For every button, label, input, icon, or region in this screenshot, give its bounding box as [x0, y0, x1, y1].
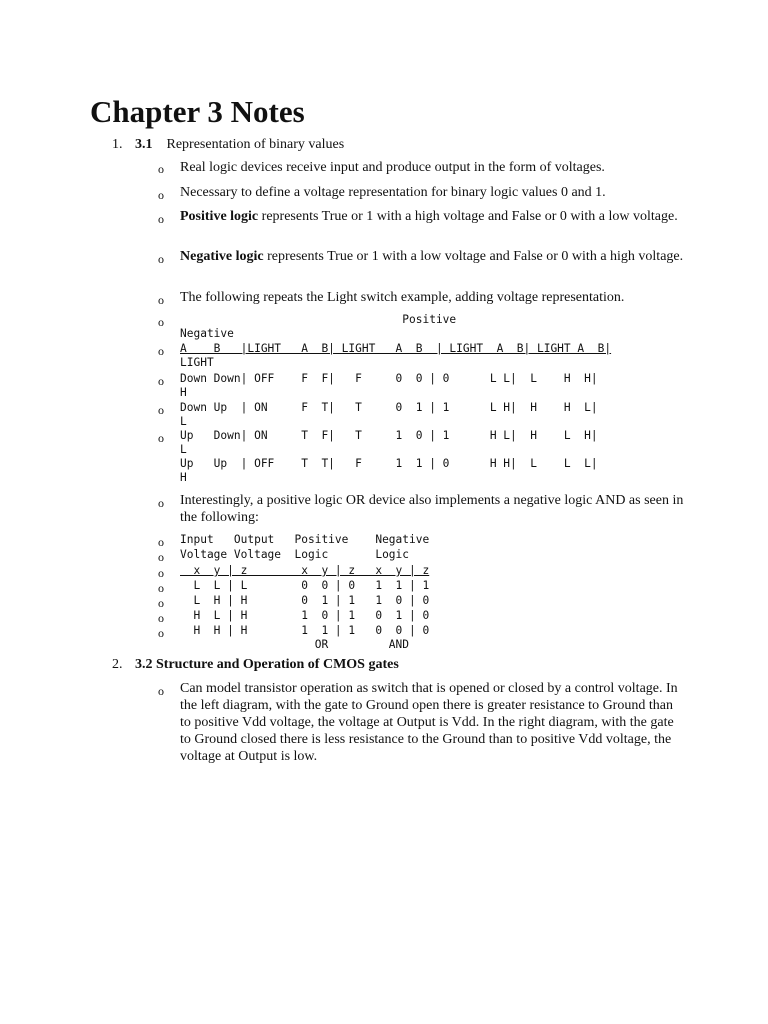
bullet-text: The following repeats the Light switch example, adding voltage representation. — [180, 290, 625, 305]
table-row: L L | L 0 0 | 0 1 1 | 1 — [180, 579, 430, 592]
bullet-marker: o — [158, 374, 164, 388]
table-row-wrap: H — [180, 386, 187, 399]
bullet-marker: o — [158, 596, 164, 610]
or-and-table-header: Input Output Positive Negative — [180, 533, 430, 546]
term-definition: represents True or 1 with a high voltage and False or 0 with a low voltage. — [258, 209, 678, 224]
light-table-column-header-wrap: LIGHT — [180, 356, 214, 369]
bullet-marker: o — [158, 315, 164, 329]
or-and-table-columns: x y | z x y | z x y | z — [180, 564, 430, 577]
bullet-text: Real logic devices receive input and produce output in the form of voltages. — [180, 160, 605, 175]
table-row: Down Down| OFF F F| F 0 0 | 0 L L| L H H| — [180, 372, 598, 385]
section-title: 3.2 Structure and Operation of CMOS gates — [135, 657, 399, 672]
light-table-column-header: A B |LIGHT A B| LIGHT A B | LIGHT A B| LIGHT A B| — [180, 342, 612, 355]
bullet-text — [180, 208, 690, 225]
bullet-marker: o — [158, 293, 164, 307]
table-row: L H | H 0 1 | 1 1 0 | 0 — [180, 594, 430, 607]
section-id: 3.1 — [135, 137, 153, 152]
bullet-marker: o — [158, 162, 164, 176]
bullet-marker: o — [158, 431, 164, 445]
bullet-marker: o — [158, 535, 164, 549]
page-title: Chapter 3 Notes — [90, 94, 305, 129]
bullet-marker: o — [158, 188, 164, 202]
bullet-text: Interestingly, a positive logic OR device also implements a negative logic AND as seen in the following: — [180, 493, 684, 525]
or-and-table-footer: OR AND — [180, 638, 410, 651]
table-row: Up Up | OFF T T| F 1 1 | 0 H H| L L L| — [180, 457, 598, 470]
section-heading — [135, 657, 399, 673]
bullet-marker: o — [158, 684, 164, 698]
table-row: H H | H 1 1 | 1 0 0 | 0 — [180, 624, 430, 637]
bullet-marker: o — [158, 496, 164, 510]
bullet-marker: o — [158, 252, 164, 266]
table-row: H L | H 1 0 | 1 0 1 | 0 — [180, 609, 430, 622]
bullet-text: Can model transistor operation as switch that is opened or closed by a control voltage. In the left diagram, with the gate to Ground open there is greater resistance to Ground than to positive Vdd voltage, the voltage at Output is Vdd. In the right diagram, with the gate to Ground closed there is less resistance to the Ground than to positive Vdd voltage, the voltage at Output is low. — [180, 681, 678, 764]
section-number: 1. — [112, 137, 123, 152]
term-positive-logic: Positive logic — [180, 209, 259, 224]
bullet-text — [180, 248, 690, 265]
bullet-marker: o — [158, 403, 164, 417]
table-row: Up Down| ON T F| T 1 0 | 1 H L| H L H| — [180, 429, 598, 442]
term-definition: represents True or 1 with a low voltage and False or 0 with a high voltage. — [263, 249, 684, 264]
table-row-wrap: L — [180, 443, 187, 456]
bullet-marker: o — [158, 550, 164, 564]
bullet-marker: o — [158, 344, 164, 358]
term-negative-logic: Negative logic — [180, 249, 264, 264]
bullet-marker: o — [158, 581, 164, 595]
light-table-group-header-wrap: Negative — [180, 327, 234, 340]
bullet-text: Necessary to define a voltage representation for binary logic values 0 and 1. — [180, 185, 606, 200]
bullet-marker: o — [158, 611, 164, 625]
or-and-table-header: Voltage Voltage Logic Logic — [180, 548, 410, 561]
bullet-marker: o — [158, 566, 164, 580]
section-number: 2. — [112, 657, 123, 672]
table-row: Down Up | ON F T| T 0 1 | 1 L H| H H L| — [180, 401, 598, 414]
section-title: Representation of binary values — [166, 137, 345, 152]
light-table-group-header: Positive — [180, 313, 457, 326]
section-heading — [135, 137, 344, 153]
table-row-wrap: L — [180, 415, 187, 428]
table-row-wrap: H — [180, 471, 187, 484]
bullet-marker: o — [158, 626, 164, 640]
bullet-marker: o — [158, 212, 164, 226]
